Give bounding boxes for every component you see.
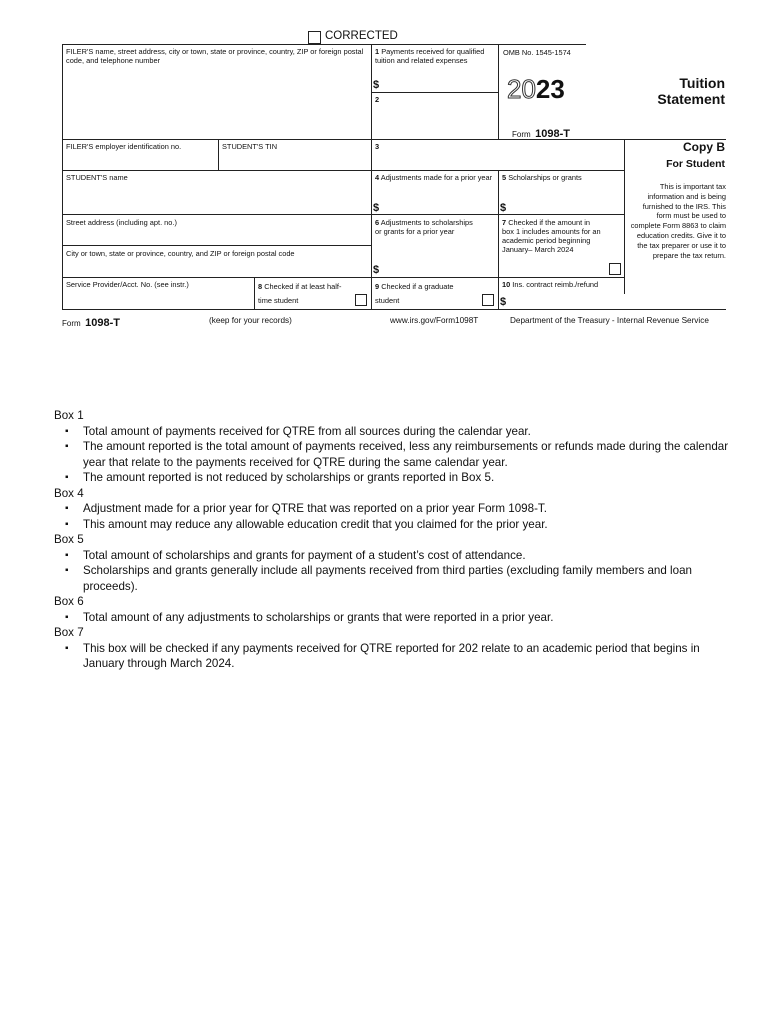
instruction-box-label: Box 5	[54, 533, 84, 546]
tax-year-suffix: 23	[535, 74, 565, 104]
street-bottom-line	[62, 245, 371, 246]
instruction-box-label: Box 7	[54, 626, 84, 639]
box8-number: 8	[258, 282, 263, 291]
box10-text: Ins. contract reimb./refund	[512, 280, 599, 289]
box4-number: 4	[375, 173, 380, 182]
instruction-list	[54, 610, 734, 626]
filer-name-label: FILER'S name, street address, city or town, state or province, country, ZIP or foreign postal code, and telephone number	[66, 47, 364, 65]
instruction-list	[54, 548, 734, 595]
instruction-box-label: Box 1	[54, 409, 84, 422]
box8-label	[258, 280, 346, 308]
instruction-list	[54, 501, 734, 532]
instruction-box-label: Box 6	[54, 595, 84, 608]
box6-number: 6	[375, 218, 380, 227]
box7-number: 7	[502, 218, 507, 227]
form-word-top: Form	[512, 130, 531, 139]
box9-checkbox[interactable]	[482, 294, 494, 306]
box5-number: 5	[502, 173, 507, 182]
city-label: City or town, state or province, country, and ZIP or foreign postal code	[66, 249, 295, 258]
copy-b-label: Copy B	[683, 140, 725, 154]
box4-dollar: $	[373, 202, 380, 214]
instruction-list	[54, 424, 734, 486]
instruction-item: ▪ This amount may reduce any allowable education credit that you claimed for the prior year.	[82, 517, 734, 533]
instruction-item: ▪ Total amount of scholarships and grants for payment of a student’s cost of attendance.	[82, 548, 734, 564]
instruction-item: ▪ The amount reported is the total amount of payments received, less any reimbursements or refunds made during the calendar year that relate to the payments received for QTRE during the same calendar year.	[82, 439, 734, 470]
box4-text: Adjustments made for a prior year	[380, 173, 493, 182]
box8-checkbox[interactable]	[355, 294, 367, 306]
box4-label	[375, 173, 495, 182]
row1-bottom-line	[62, 139, 726, 140]
box3-number: 3	[375, 142, 380, 151]
box8-left-divider	[254, 277, 255, 309]
footer-form-number: 1098-T	[85, 317, 120, 329]
form-number-top: 1098-T	[535, 128, 570, 140]
corrected-checkbox[interactable]	[308, 31, 321, 44]
street-label: Street address (including apt. no.)	[66, 218, 177, 227]
box5-label	[502, 173, 622, 182]
service-provider-label: Service Provider/Acct. No. (see instr.)	[66, 280, 189, 289]
box1-label	[375, 47, 495, 65]
instruction-item: ▪ Adjustment made for a prior year for QTRE that was reported on a prior year Form 1098-T.	[82, 501, 734, 517]
box9-label	[375, 280, 475, 308]
row2-bottom-line	[62, 170, 624, 171]
form-title	[657, 75, 725, 107]
corrected-label: CORRECTED	[325, 30, 398, 42]
title-line2: Statement	[657, 91, 725, 107]
instruction-item: ▪ This box will be checked if any payments received for QTRE reported for 202 relate to an academic period that begins in January through March 2024.	[82, 641, 734, 672]
tax-year-prefix: 20	[507, 74, 536, 104]
box1-bottom-line	[371, 92, 498, 93]
box45-bottom-line	[371, 214, 624, 215]
for-student-label: For Student	[666, 158, 725, 170]
footer-form-word: Form	[62, 319, 81, 328]
box8-text: Checked if at least half-time student	[258, 282, 342, 305]
box5-text: Scholarships or grants	[508, 173, 582, 182]
side-note: This is important tax information and is being furnished to the IRS. This form must be used to complete Form 8863 to claim education credits. Give it to the tax preparer or use it to prepare the tax return.	[630, 182, 726, 260]
form-bottom-line	[62, 309, 726, 310]
box7-label	[502, 218, 602, 254]
box10-label	[502, 280, 624, 289]
box7-text: Checked if the amount in box 1 includes amounts for an academic period beginning January– March 2024	[502, 218, 601, 254]
box6-label	[375, 218, 475, 236]
instructions-section	[54, 408, 734, 672]
student-tin-label: STUDENT'S TIN	[222, 142, 278, 151]
box1-dollar: $	[373, 79, 380, 91]
omb-number: OMB No. 1545-1574	[503, 48, 571, 57]
instruction-item: ▪ Scholarships and grants generally include all payments received from third parties (excluding family members and loan proceeds).	[82, 563, 734, 594]
ein-tin-divider	[218, 139, 219, 170]
instruction-list	[54, 641, 734, 672]
box9-text: Checked if a graduate student	[375, 282, 454, 305]
box1-number: 1	[375, 47, 380, 56]
instruction-box-label: Box 4	[54, 486, 84, 500]
footer-form-id	[62, 313, 120, 331]
tax-year	[507, 74, 565, 105]
box6-text: Adjustments to scholarships or grants for a prior year	[375, 218, 473, 236]
filer-ein-label: FILER'S employer identification no.	[66, 142, 182, 151]
col-divider-2	[498, 44, 499, 139]
box7-checkbox[interactable]	[609, 263, 621, 275]
box5-dollar: $	[500, 202, 507, 214]
box1-text: Payments received for qualified tuition and related expenses	[375, 47, 485, 65]
col-divider-2b	[498, 170, 499, 309]
instruction-item: ▪ The amount reported is not reduced by scholarships or grants reported in Box 5.	[82, 470, 734, 486]
box2-number: 2	[375, 95, 380, 104]
title-line1: Tuition	[679, 75, 725, 91]
footer-department: Department of the Treasury - Internal Revenue Service	[510, 316, 709, 325]
name-bottom-line	[62, 214, 371, 215]
form-id-top	[512, 124, 570, 142]
row5-bottom-line	[62, 277, 624, 278]
footer-url[interactable]: www.irs.gov/Form1098T	[390, 316, 479, 325]
footer-keep: (keep for your records)	[209, 316, 292, 325]
box6-dollar: $	[373, 264, 380, 276]
col-divider-3	[624, 139, 625, 294]
form-left-line	[62, 44, 63, 309]
box10-dollar: $	[500, 296, 507, 308]
instruction-item: ▪ Total amount of payments received for QTRE from all sources during the calendar year.	[82, 424, 734, 440]
student-name-label: STUDENT'S name	[66, 173, 128, 182]
box10-number: 10	[502, 280, 511, 289]
form-top-line	[62, 44, 586, 45]
box9-number: 9	[375, 282, 380, 291]
instruction-item: ▪ Total amount of any adjustments to scholarships or grants that were reported in a prior year.	[82, 610, 734, 626]
col-divider-1	[371, 44, 372, 309]
